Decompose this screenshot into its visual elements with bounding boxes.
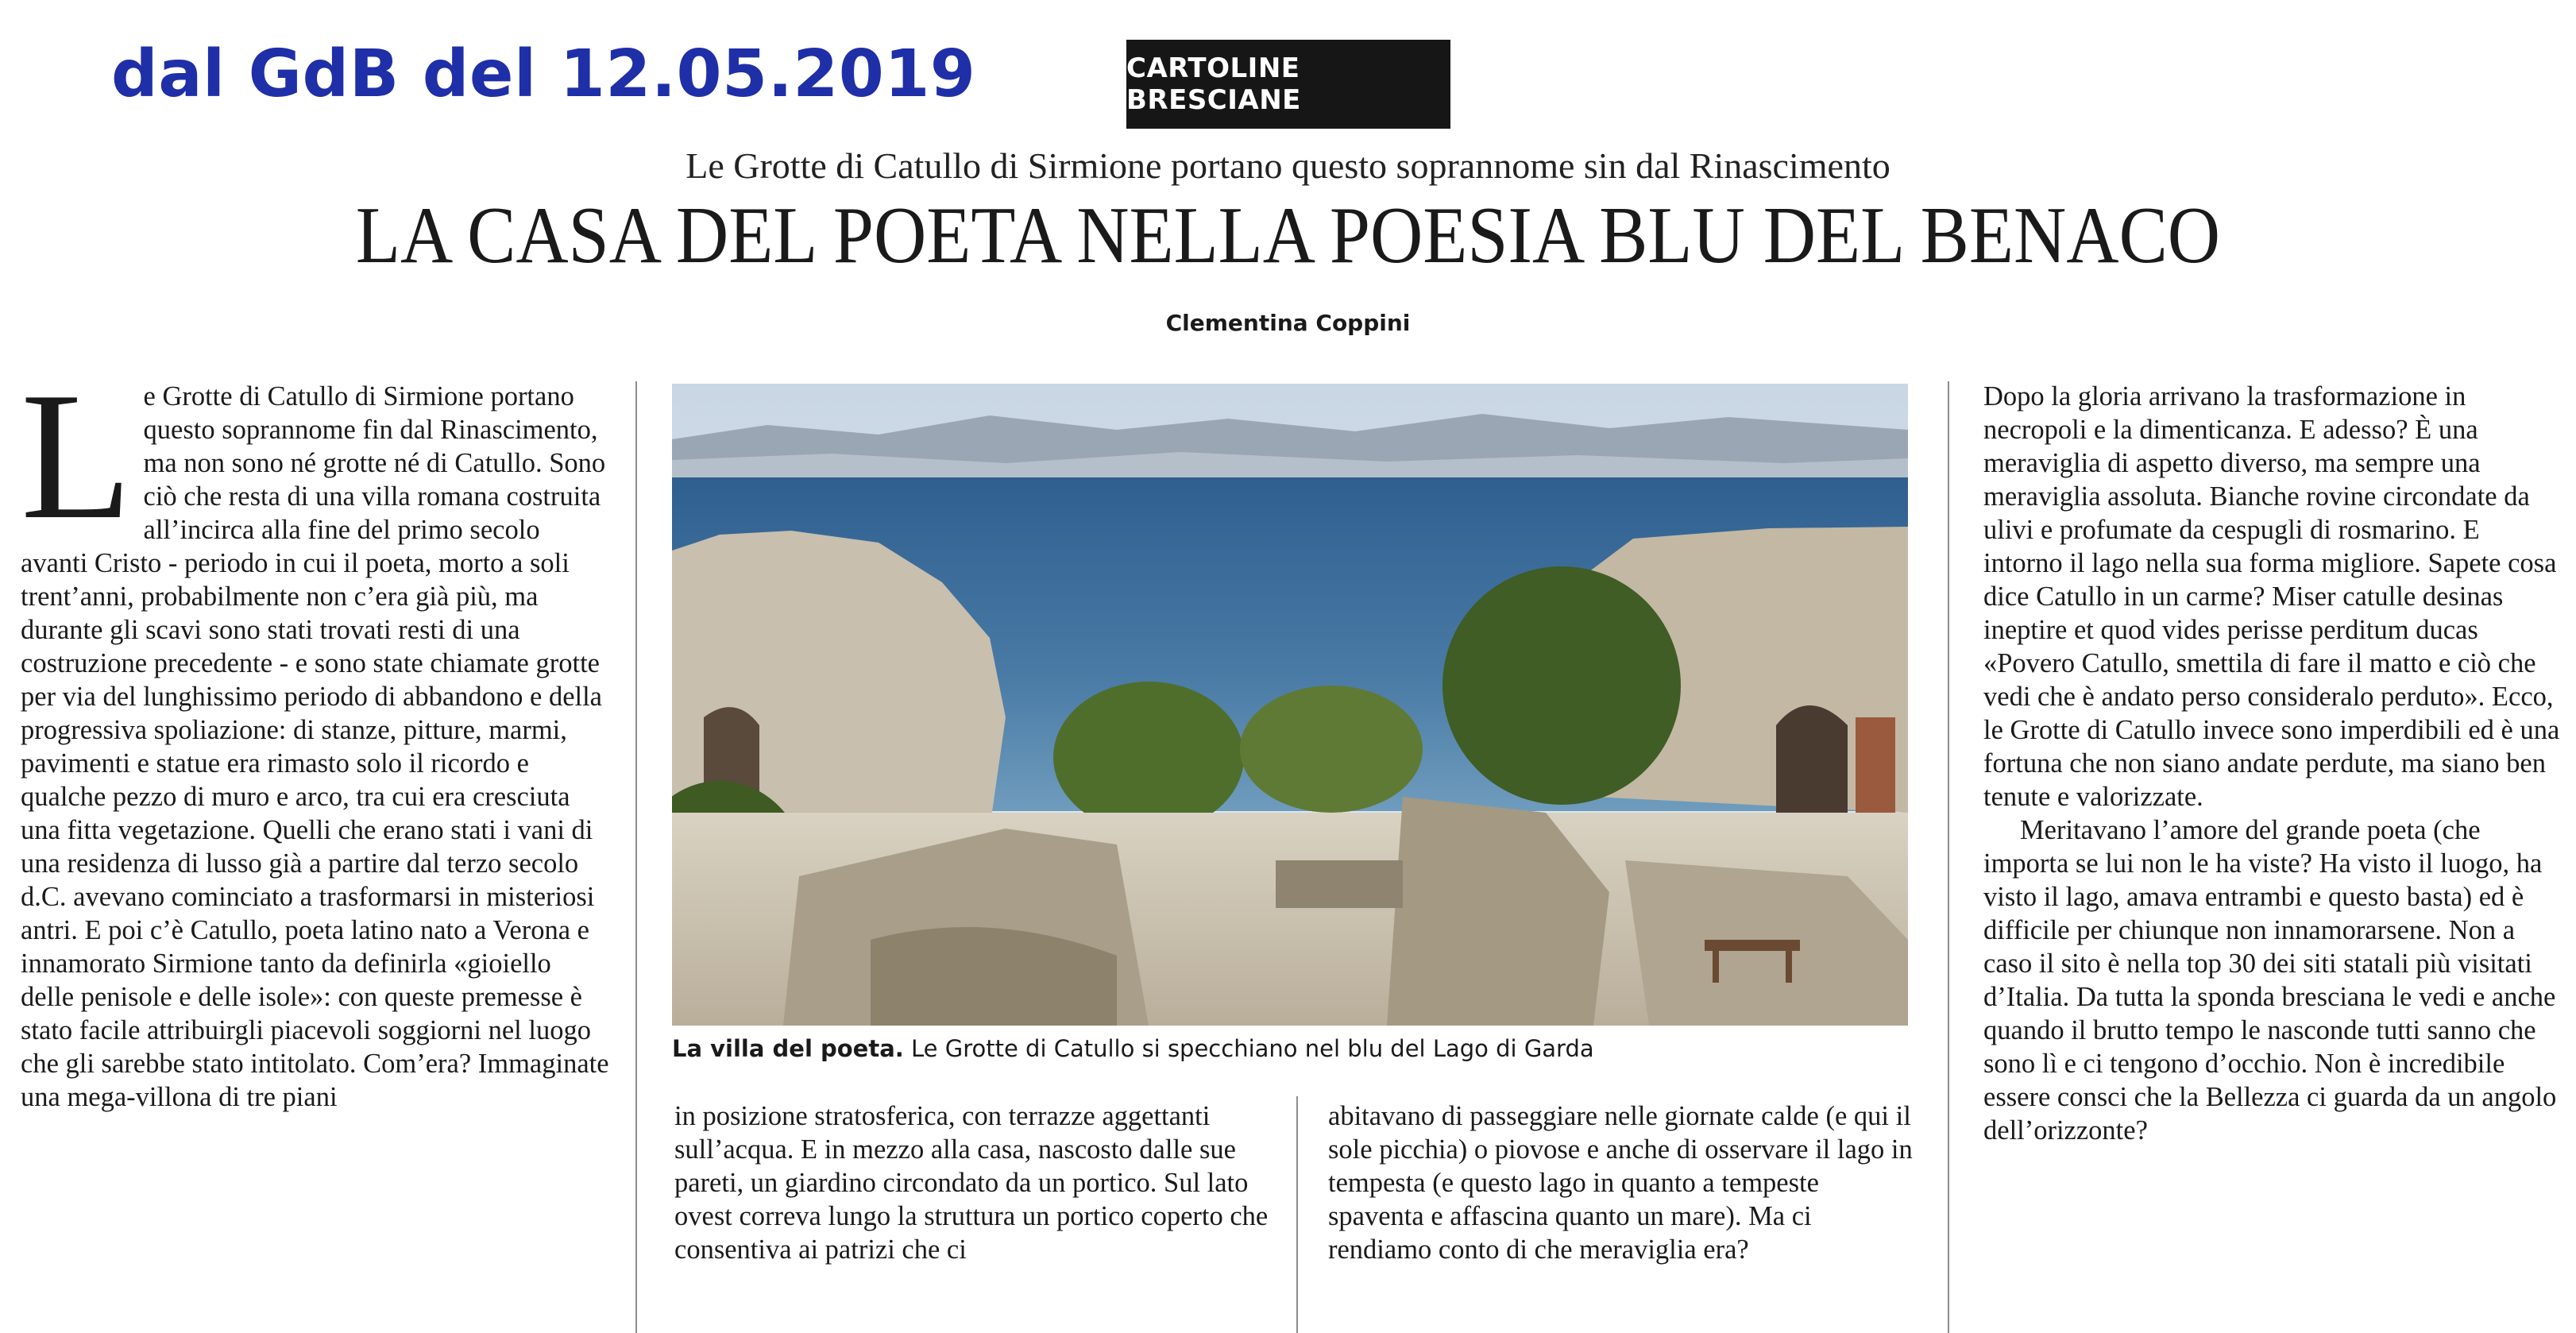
section-badge: CARTOLINE BRESCIANE [1126, 40, 1450, 129]
article-headline: LA CASA DEL POETA NELLA POESIA BLU DEL BENACO [355, 191, 2221, 280]
article-column-4 [1983, 380, 2563, 1147]
article-photo [672, 384, 1908, 1026]
column-2-text: in posizione stratosferica, con terrazze aggettanti sull’acqua. E in mezzo alla casa, nascosto dalle sue pareti, un giardino circondato da un portico. Sul lato ovest correva lungo la struttura un portico coperto che consentiva ai patrizi che ci [674, 1101, 1269, 1265]
column-1-text: e Grotte di Catullo di Sirmione portano questo soprannome fin dal Rinascimento, ma non sono né grotte né di Catullo. Sono ciò che resta di una villa romana costruita all’incirca alla fine del primo secolo avanti Cristo - periodo in cui il poeta, morto a soli trent’anni, probabilmente non c’era già più, ma durante gli scavi sono stati trovati resti di una costruzione precedente - e sono state chiamate grotte per via del lunghissimo periodo di abbandono e della progressiva spoliazione: di stanze, pitture, marmi, pavimenti e statue era rimasto solo il ricordo e qualche pezzo di muro e arco, tra cui era cresciuta una fitta vegetazione. Quelli che erano stati i vani di una residenza di lusso già a partire dal terzo secolo d.C. avevano cominciato a trasformarsi in misteriosi antri. E poi c’è Catullo, poeta latino nato a Verona e innamorato Sirmione tanto da definirla «gioiello delle penisole e delle isole»: con queste premesse è stato facile attribuirgli piacevoli soggiorni nel luogo che gli sarebbe stato intitolato. Com’era? Immaginate una mega-villona di tre piani [21, 381, 609, 1112]
column-divider [635, 381, 637, 1333]
column-divider [1296, 1096, 1298, 1333]
caption-bold: La villa del poeta. [672, 1035, 904, 1062]
column-4-paragraph-2: Meritavano l’amore del grande poeta (che importa se lui non le ha viste? Ha visto il luogo, ha visto il lago, amava entrambi e questo basta) ed è difficile per chiunque non innamorarsene. Non a caso il sito è nella top 30 dei siti statali più visitati d’Italia. Da tutta la sponda bresciana le vedi e anche quando il brutto tempo le nasconde tutti sanno che sono lì e ci tengono d’occhio. Non è incredibile essere consci che la Bellezza ci guarda da un angolo dell’orizzonte? [1983, 815, 2557, 1146]
photo-caption [672, 1035, 1908, 1062]
article-kicker: Le Grotte di Catullo di Sirmione portano questo soprannome sin dal Rinascimento [686, 145, 1890, 186]
source-note: dal GdB del 12.05.2019 [111, 37, 976, 112]
drop-cap: L [21, 354, 133, 557]
column-3-text: abitavano di passeggiare nelle giornate calde (e qui il sole picchia) o piovose e anche di osservare il lago in tempesta (e questo lago in quanto a tempeste spaventa e affascina quanto un mare). Ma ci rendiamo conto di che meraviglia era? [1328, 1101, 1913, 1265]
article-column-3 [1328, 1099, 1913, 1266]
article-column-1 [21, 354, 610, 1114]
caption-text: Le Grotte di Catullo si specchiano nel blu del Lago di Garda [903, 1035, 1594, 1062]
article-byline: Clementina Coppini [1165, 310, 1411, 336]
article-column-2 [674, 1099, 1278, 1266]
column-4-paragraph-1: Dopo la gloria arrivano la trasformazione in necropoli e la dimenticanza. E adesso? È una meraviglia di aspetto diverso, ma sempre una meraviglia assoluta. Bianche rovine circondate da ulivi e profumate da cespugli di rosmarino. E intorno il lago nella sua forma migliore. Sapete cosa dice Catullo in un carme? Miser catulle desinas ineptire et quod vides perisse perditum ducas «Povero Catullo, smettila di fare il matto e ciò che vedi che è andato perso consideralo perduto». Ecco, le Grotte di Catullo invece sono imperdibili ed è una fortuna che non siano andate perdute, ma siano ben tenute e valorizzate. [1983, 381, 2560, 812]
column-divider [1948, 381, 1949, 1333]
grotte-di-catullo-photo [672, 384, 1908, 1026]
